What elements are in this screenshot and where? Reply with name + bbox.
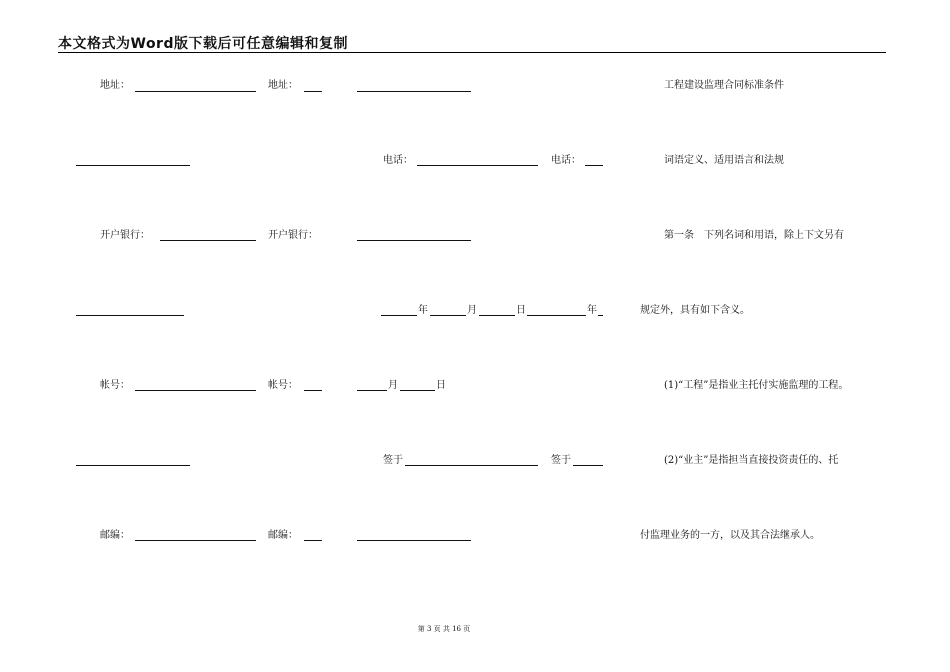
address-field-continued[interactable] [357,91,471,92]
blank-line-row4[interactable] [76,315,184,316]
postcode-label-right: 邮编： [268,530,298,541]
date-month-field-2[interactable] [357,390,387,391]
signed-at-label-right: 签于 [551,455,571,466]
postcode-field-continued[interactable] [357,540,471,541]
definition-item-2-line1: (2)“业主”是指担当直接投资责任的、托 [664,455,839,466]
conditions-title: 工程建设监理合同标准条件 [664,80,784,91]
definition-item-1: (1)“工程”是指业主托付实施监理的工程。 [664,380,849,391]
header-divider [58,52,886,53]
phone-label-left: 电话： [383,155,413,166]
date-day-field[interactable] [479,315,515,316]
date-year2-field[interactable] [527,315,586,316]
account-field-right[interactable] [304,390,322,391]
account-label-left: 帐号： [100,380,130,391]
postcode-field-right[interactable] [304,540,322,541]
date-day-field-2[interactable] [400,390,435,391]
page-header-title: 本文格式为Word版下载后可任意编辑和复制 [58,36,348,52]
bank-label-left: 开户银行： [100,230,150,241]
signed-at-field-left[interactable] [405,465,538,466]
date-tail-field[interactable] [598,315,603,316]
date-month-field[interactable] [430,315,466,316]
article1-line2: 规定外，具有如下含义。 [640,305,750,316]
address-field-left[interactable] [135,91,256,92]
blank-line-row2[interactable] [76,165,190,166]
bank-field-right[interactable] [357,240,471,241]
date-day-label-2: 日 [436,380,446,391]
date-month-label-2: 月 [388,380,398,391]
phone-field-left[interactable] [417,165,538,166]
bank-field-left[interactable] [160,240,256,241]
bank-label-right: 开户银行： [268,230,318,241]
date-year-field[interactable] [381,315,417,316]
date-month-label: 月 [467,305,477,316]
address-field-right[interactable] [304,91,322,92]
article1-line1: 第一条 下列名词和用语，除上下文另有 [664,230,844,241]
conditions-section-heading: 词语定义、适用语言和法规 [664,155,784,166]
phone-label-right: 电话： [551,155,581,166]
page-number-footer: 第 3 页 共 16 页 [417,625,471,633]
date-year-label: 年 [418,305,428,316]
signed-at-label-left: 签于 [383,455,403,466]
address-label-left: 地址： [100,80,130,91]
account-label-right: 帐号： [268,380,298,391]
phone-field-right[interactable] [585,165,603,166]
postcode-label-left: 邮编： [100,530,130,541]
date-year2-label: 年 [587,305,597,316]
postcode-field-left[interactable] [135,540,256,541]
definition-item-2-line2: 付监理业务的一方，以及其合法继承人。 [640,530,820,541]
signed-at-field-right[interactable] [573,465,603,466]
date-day-label: 日 [516,305,526,316]
account-field-left[interactable] [135,390,256,391]
blank-line-row6[interactable] [76,465,190,466]
address-label-right: 地址： [268,80,298,91]
